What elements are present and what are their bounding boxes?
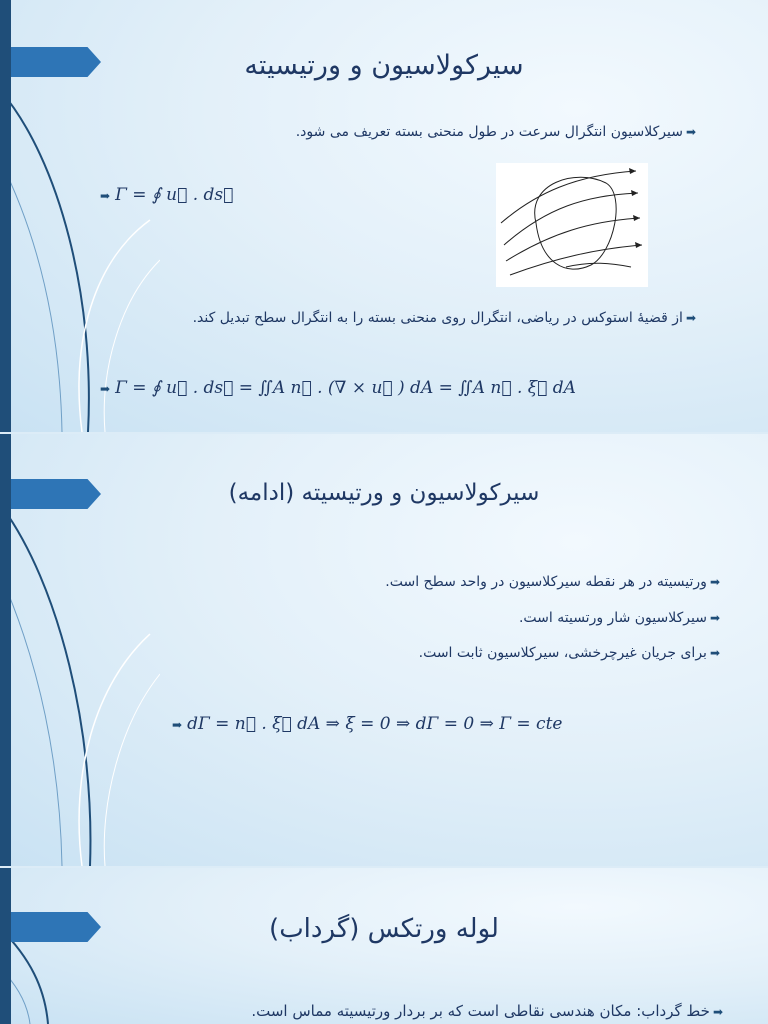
slide-2: [0, 434, 768, 866]
equation-text: Γ = ∮ u⃗ . ds⃗: [115, 185, 234, 205]
arrow-bullet-icon: ➡: [100, 189, 111, 203]
title-tab-marker: [11, 912, 101, 942]
equation-text: Γ = ∮ u⃗ . ds⃗ = ∬A n⃗ . (∇ × u⃗ ) dA = ∬A n⃗ . ξ⃗ dA: [115, 378, 576, 398]
equation: [100, 378, 576, 398]
slide-3: [0, 868, 768, 1024]
title-tab-marker: [11, 479, 101, 509]
bullet-text: ورتیسیته در هر نقطه سیرکلاسیون در واحد سطح است.: [385, 574, 707, 590]
bullet-item: [385, 574, 720, 590]
decorative-curves: [0, 868, 160, 1024]
bullet-text: سیرکلاسیون انتگرال سرعت در طول منحنی بسته تعریف می شود.: [295, 124, 683, 140]
arrow-bullet-icon: ➡: [172, 718, 183, 732]
arrow-bullet-icon: ➡: [709, 611, 720, 625]
slide-side-bar: [0, 0, 11, 432]
bullet-item: [296, 124, 696, 140]
bullet-item: [193, 310, 696, 326]
slide-1: [0, 0, 768, 432]
arrow-bullet-icon: ➡: [709, 646, 720, 660]
slide-side-bar: [0, 434, 11, 866]
arrow-bullet-icon: ➡: [685, 125, 696, 139]
slide-title: لوله ورتکس (گرداب): [269, 914, 499, 944]
bullet-item: [519, 610, 720, 626]
equation: [172, 714, 562, 734]
arrow-bullet-icon: ➡: [712, 1005, 723, 1019]
circulation-diagram: [496, 163, 648, 287]
bullet-item: [419, 645, 720, 661]
slide-side-bar: [0, 868, 11, 1024]
arrow-bullet-icon: ➡: [685, 311, 696, 325]
arrow-bullet-icon: ➡: [709, 575, 720, 589]
equation-text: dΓ = n⃗ . ξ⃗ dA ⇒ ξ = 0 ⇒ dΓ = 0 ⇒ Γ = cte: [187, 714, 563, 734]
equation: [100, 185, 233, 205]
bullet-text: برای جریان غیرچرخشی، سیرکلاسیون ثابت است.: [418, 645, 707, 661]
slide-title: سیرکولاسیون و ورتیسیته (ادامه): [228, 480, 540, 506]
title-tab-marker: [11, 47, 101, 77]
bullet-item: [251, 1002, 723, 1020]
slide-title: سیرکولاسیون و ورتیسیته: [244, 50, 524, 81]
arrow-bullet-icon: ➡: [100, 382, 111, 396]
bullet-text: از قضیۀ استوکس در ریاضی، انتگرال روی منحنی بسته را به انتگرال سطح تبدیل کند.: [192, 310, 683, 326]
bullet-text: سیرکلاسیون شار ورتسیته است.: [518, 610, 707, 626]
bullet-text: خط گرداب: مکان هندسی نقاطی است که بر بردار ورتیسیته مماس است.: [251, 1002, 710, 1020]
